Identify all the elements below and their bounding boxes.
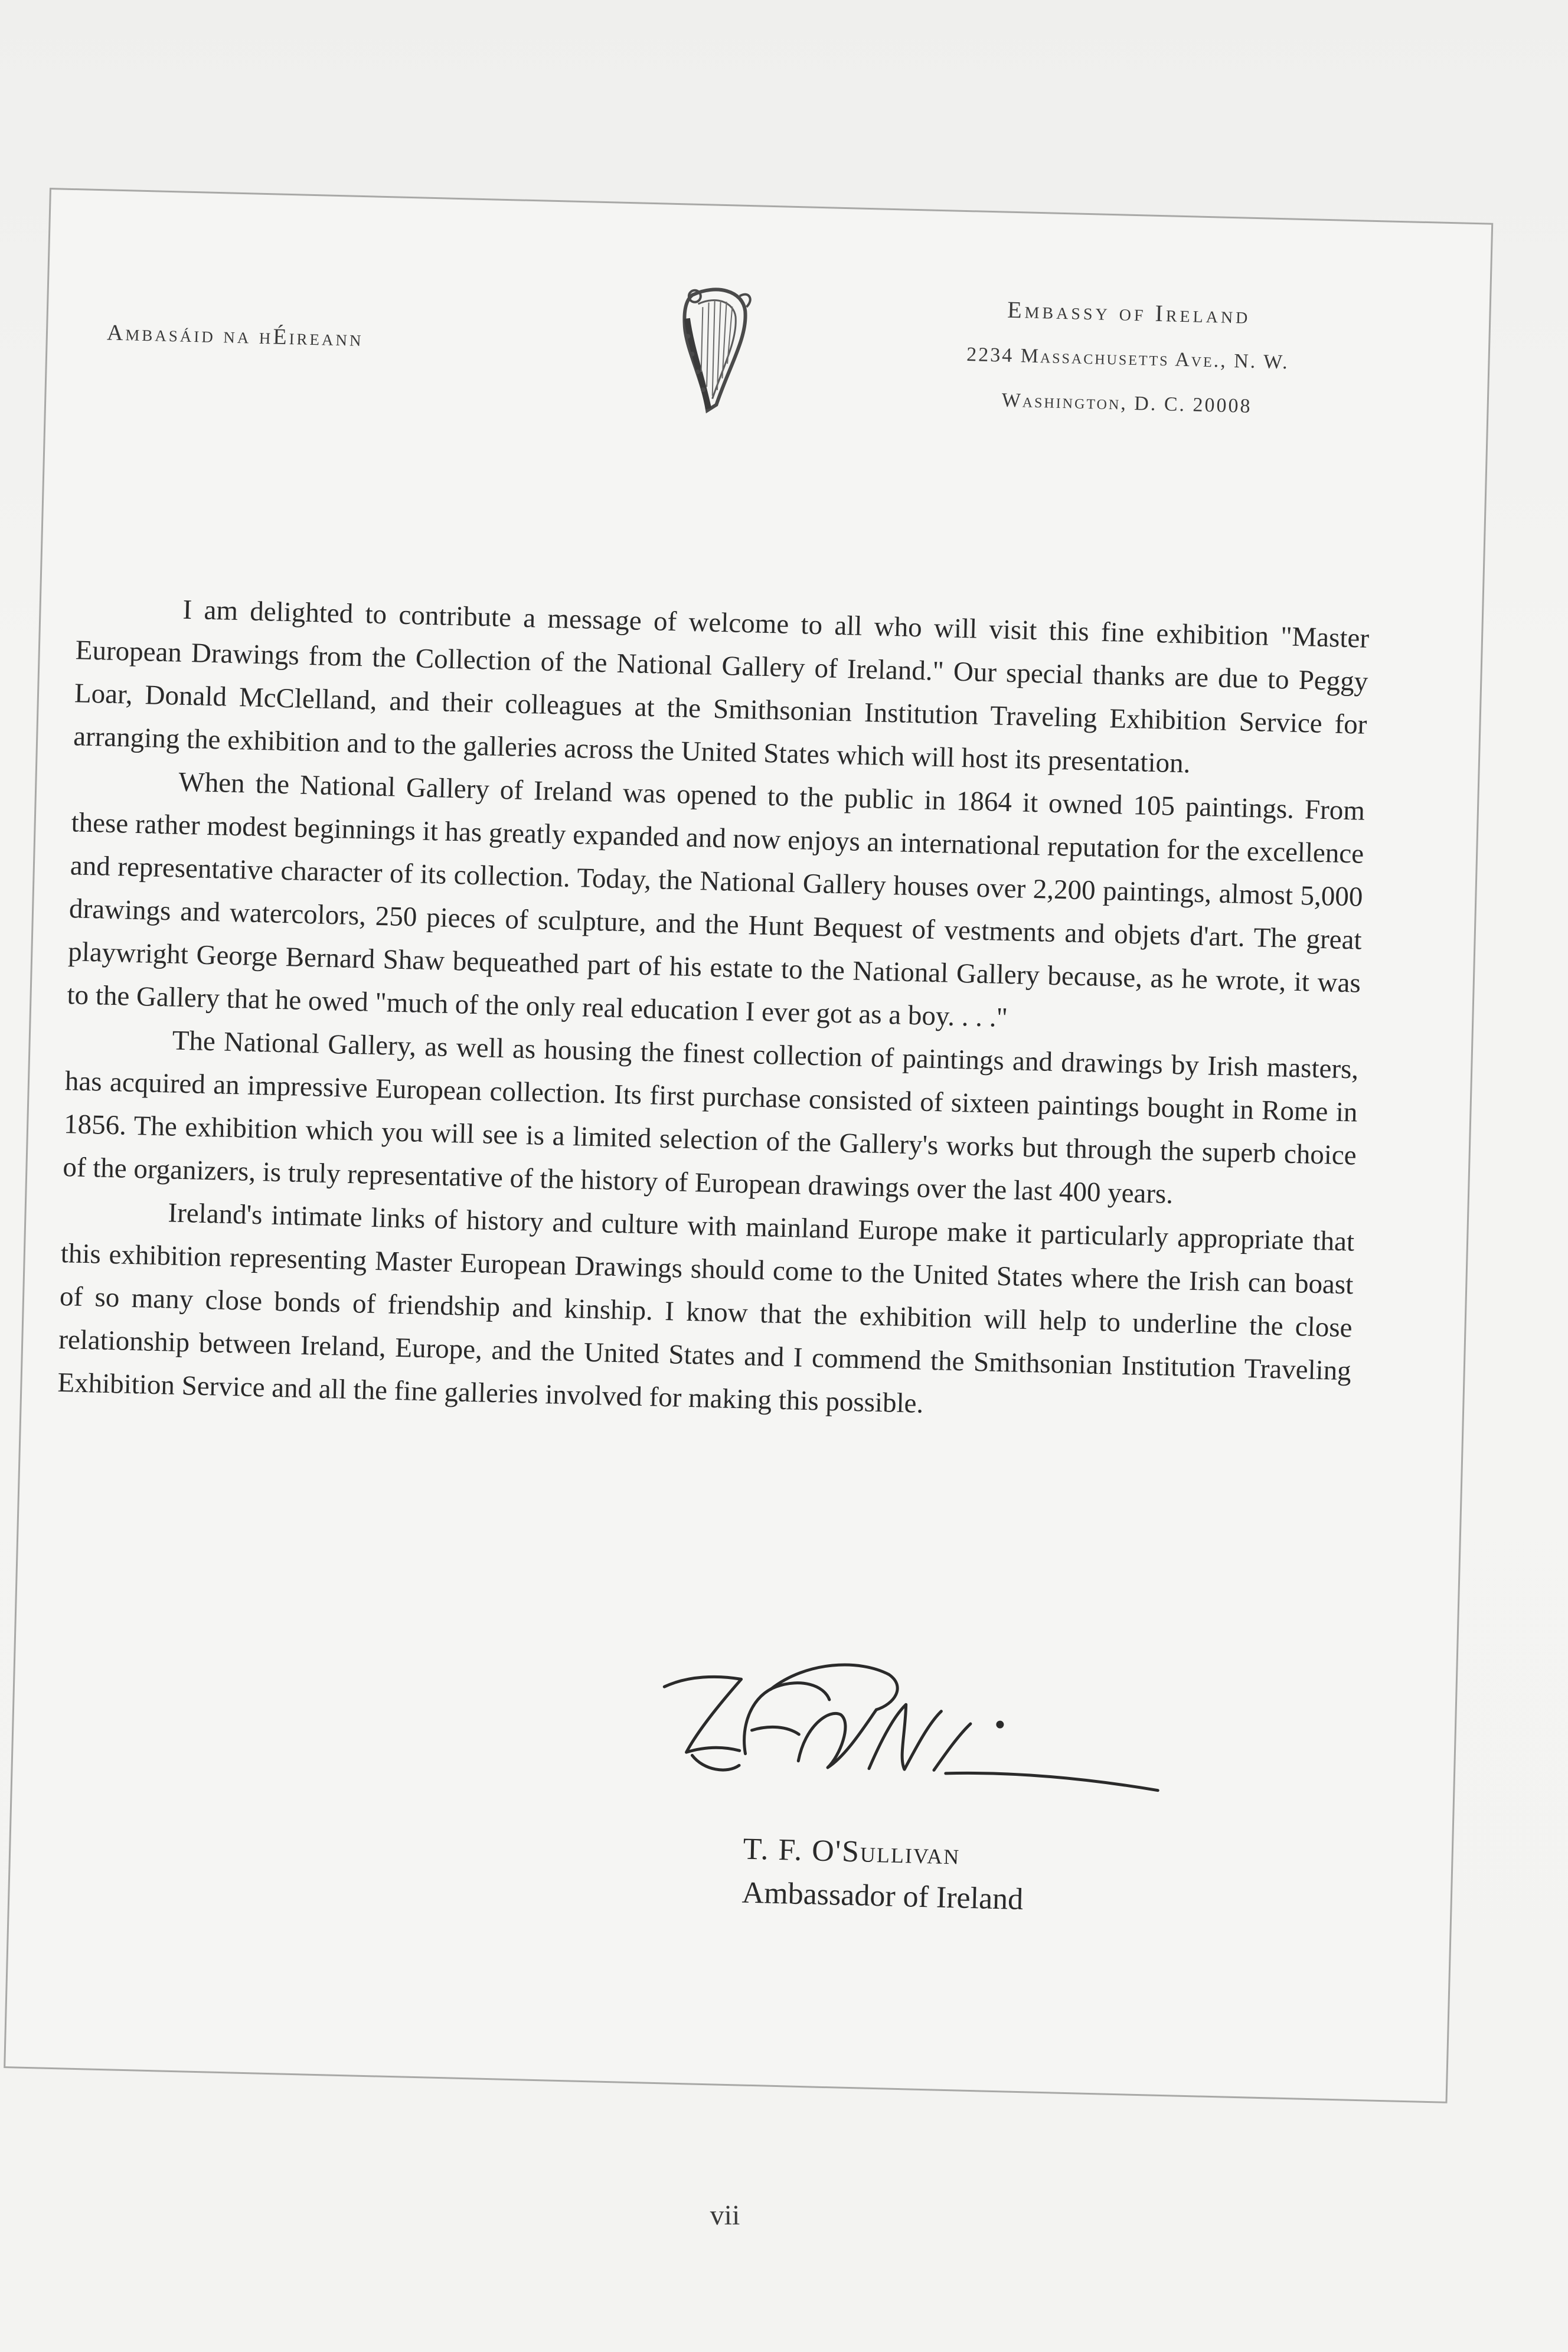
embassy-city: Washington, D. C. 20008: [1001, 389, 1252, 417]
embassy-name: Embassy of Ireland: [1007, 296, 1251, 329]
harp-crest-icon: [672, 283, 758, 420]
letterhead-irish-name: Ambasáid na hÉireann: [106, 320, 364, 352]
paragraph-4: Ireland's intimate links of history and culture with mainland Europe make it particularly appropriate that this exhibition representing Master European Drawings should come to the United States where the Irish can boast of so many close bonds of friendship and kinship. I know that the exhibition will help to underline the close relationship between Ireland, Europe, and the United States and I commend the Smithsonian Institution Traveling Exhibition Service and all the fine galleries involved for making this possible.: [57, 1197, 1355, 1419]
letter-sheet: [4, 188, 1493, 2103]
paragraph-3: The National Gallery, as well as housing the finest collection of paintings and drawings by Irish masters, has acquired an impressive European collection. Its first purchase consisted of sixteen paintings bought in Rome in 1856. The exhibition which you will see is a limited selection of the Gallery's works but through the superb choice of the organizers, is truly representative of the history of European drawings over the last 400 years.: [62, 1025, 1359, 1210]
letterhead-address: [896, 293, 1360, 420]
letter-body: [57, 586, 1370, 1436]
paragraph-1: I am delighted to contribute a message of welcome to all who will visit this fine exhibition "Master European Drawings from the Collection of the National Gallery of Ireland." Our special thanks are due to Peggy Loar, Donald McClelland, and their colleagues at the Smithsonian Institution Traveling Exhibition Service for arranging the exhibition and to the galleries across the United States which will host its presentation.: [73, 594, 1370, 779]
embassy-street: 2234 Massachusetts Ave., N. W.: [966, 344, 1290, 374]
handwritten-signature: [649, 1651, 1172, 1841]
signer-title: Ambassador of Ireland: [741, 1876, 1024, 1917]
signer-block: [741, 1828, 1025, 1922]
page-number: vii: [710, 2200, 740, 2231]
paragraph-2: When the National Gallery of Ireland was opened to the public in 1864 it owned 105 paintings. From these rather modest beginnings it has greatly expanded and now enjoys an international reputation for the excellence and representative character of its collection. Today, the National Gallery houses over 2,200 paintings, almost 5,000 drawings and watercolors, 250 pieces of sculpture, and the Hunt Bequest of vestments and objets d'art. The great playwright George Bernard Shaw bequeathed part of his estate to the National Gallery because, as he wrote, it was to the Gallery that he owed "much of the only real education I ever got as a boy. . . .": [66, 766, 1366, 1034]
signer-name: T. F. O'Sullivan: [742, 1832, 961, 1871]
